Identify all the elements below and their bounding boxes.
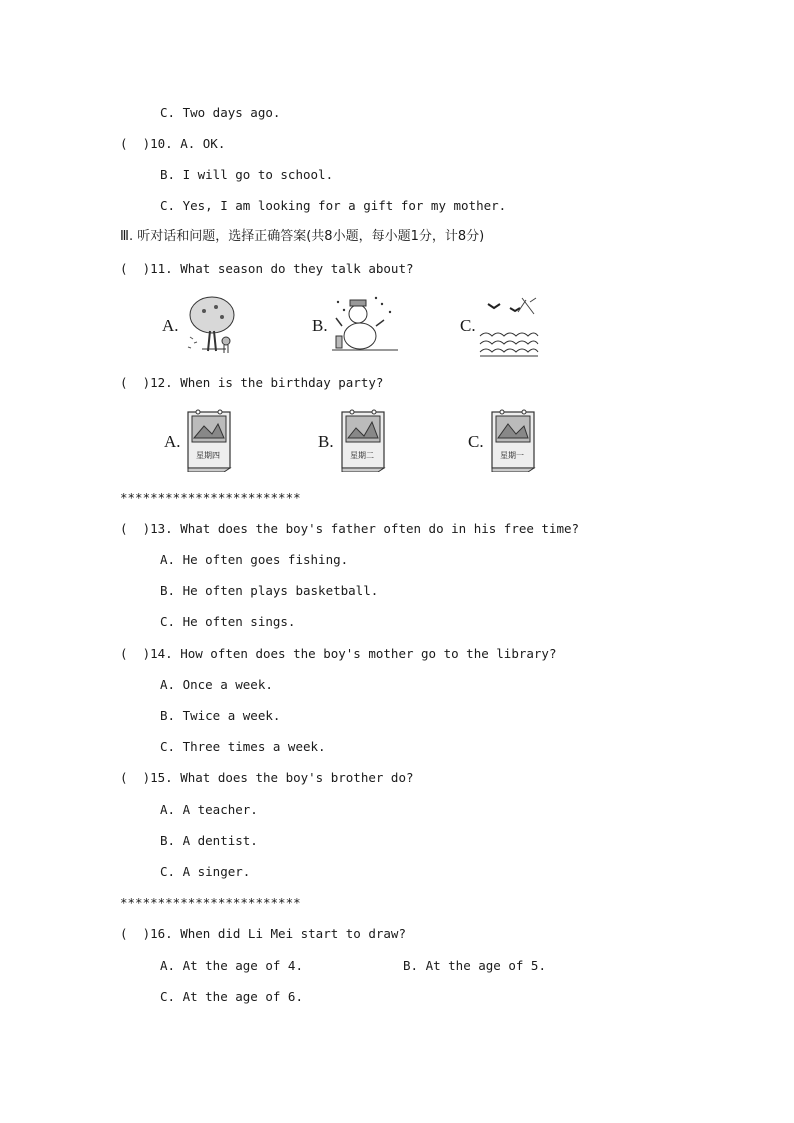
q15-option-c: C. A singer. <box>160 864 251 879</box>
q16-option-b: B. At the age of 5. <box>403 958 546 973</box>
q13-option-c: C. He often sings. <box>160 614 296 629</box>
q11-label-a: A. <box>162 316 179 335</box>
q12-label-c: C. <box>468 432 484 451</box>
q16-option-a: A. At the age of 4. <box>160 958 303 973</box>
calendar-a-picture <box>184 406 234 472</box>
calendar-c-day: 星期一 <box>500 451 524 460</box>
q15-option-a: A. A teacher. <box>160 802 258 817</box>
q15-question: ( )15. What does the boy's brother do? <box>120 770 414 785</box>
snowman-winter-picture <box>332 296 398 354</box>
q10-question: ( )10. A. OK. <box>120 136 226 151</box>
q14-question: ( )14. How often does the boy's mother go to the library? <box>120 646 557 661</box>
calendar-b-picture <box>338 406 388 472</box>
q10-option-c: C. Yes, I am looking for a gift for my mother. <box>160 198 507 213</box>
calendar-a-day: 星期四 <box>196 451 220 460</box>
q13-option-b: B. He often plays basketball. <box>160 583 379 598</box>
q11-label-b: B. <box>312 316 328 335</box>
calendar-c-picture <box>488 406 538 472</box>
q12-label-a: A. <box>164 432 181 451</box>
calendar-b-day: 星期二 <box>350 451 374 460</box>
q14-option-a: A. Once a week. <box>160 677 273 692</box>
tree-autumn-picture <box>182 293 242 357</box>
q9-option-c: C. Two days ago. <box>160 105 281 120</box>
q13-option-a: A. He often goes fishing. <box>160 552 349 567</box>
q16-question: ( )16. When did Li Mei start to draw? <box>120 926 406 941</box>
q12-label-b: B. <box>318 432 334 451</box>
birds-spring-picture <box>478 294 540 358</box>
section-3-heading: Ⅲ. 听对话和问题，选择正确答案(共8小题，每小题1分，计8分) <box>120 229 485 244</box>
q15-option-b: B. A dentist. <box>160 833 258 848</box>
q16-option-c: C. At the age of 6. <box>160 989 303 1004</box>
q11-label-c: C. <box>460 316 476 335</box>
q11-question: ( )11. What season do they talk about? <box>120 261 414 276</box>
separator-stars-2: ************************ <box>120 895 301 910</box>
q12-question: ( )12. When is the birthday party? <box>120 375 384 390</box>
q14-option-b: B. Twice a week. <box>160 708 281 723</box>
separator-stars: ************************ <box>120 490 301 505</box>
q10-option-b: B. I will go to school. <box>160 167 334 182</box>
q14-option-c: C. Three times a week. <box>160 739 326 754</box>
q13-question: ( )13. What does the boy's father often do in his free time? <box>120 521 580 536</box>
